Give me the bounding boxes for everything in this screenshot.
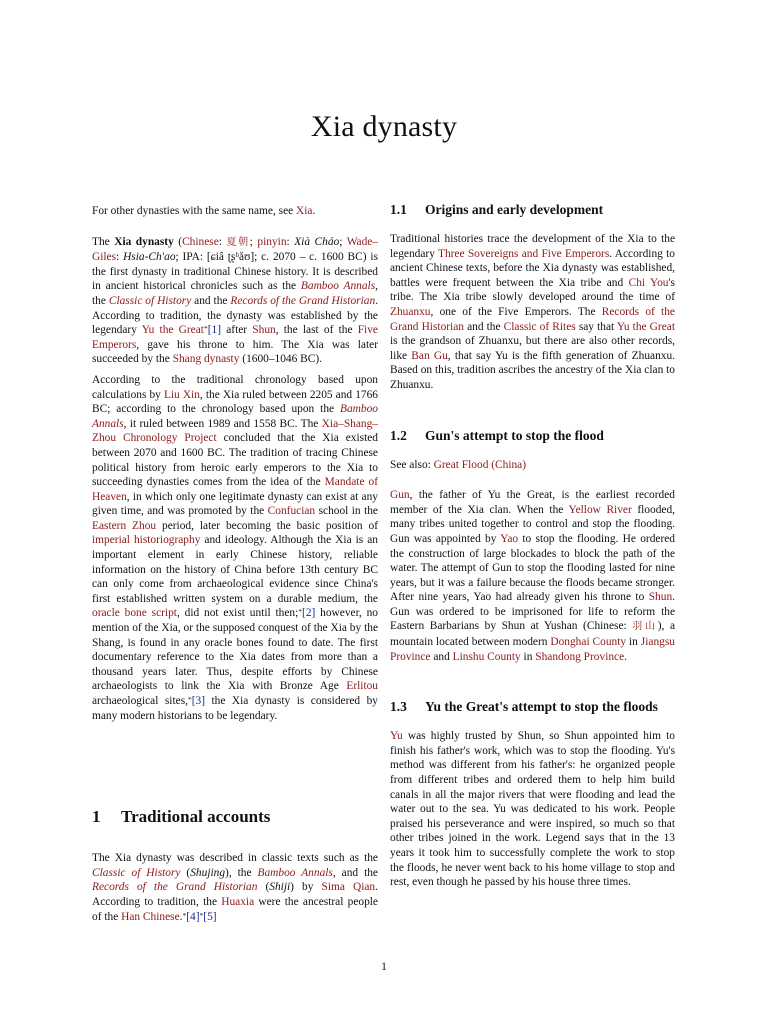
link-han-chinese[interactable]: Han Chinese xyxy=(121,910,180,923)
link-yellow-river[interactable]: Yellow River xyxy=(568,503,632,516)
link-chi-you[interactable]: Chi You xyxy=(628,276,669,289)
link-yushan-hanzi[interactable]: 羽山 xyxy=(632,621,658,633)
disambiguation-note: For other dynasties with the same name, see Xia. xyxy=(92,205,316,217)
citation-1[interactable]: [1] xyxy=(207,324,222,337)
link-erlitou[interactable]: Erlitou xyxy=(346,680,378,693)
link-pinyin[interactable]: pinyin xyxy=(257,235,287,248)
section-heading-gun: 1.2 Gun's attempt to stop the flood xyxy=(390,427,604,443)
link-sima-qian[interactable]: Sima Qian xyxy=(321,881,376,894)
citation-3[interactable]: [3] xyxy=(191,695,206,707)
link-bamboo-annals-2[interactable]: Bamboo Annals xyxy=(92,403,378,430)
link-shun[interactable]: Shun xyxy=(252,324,276,337)
link-yu-the-great-2[interactable]: Yu the Great xyxy=(616,320,675,333)
link-huaxia[interactable]: Huaxia xyxy=(221,895,255,908)
link-bamboo-annals-3[interactable]: Bamboo Annals xyxy=(257,866,333,879)
link-confucian[interactable]: Confucian xyxy=(267,505,316,518)
citation-4[interactable]: [4] xyxy=(186,910,200,923)
origins-paragraph: Traditional histories trace the development of the Xia to the legendary Three Sovereigns and Five Emperors. According to ancient Chinese texts, before the Xia dynasty was established, battles were frequent between the Xia tribe and Chi You's tribe. The Xia tribe slowly developed around the time of Zhuanxu, one of the Five Emperors. The Records of the Grand Historian and the Classic of Rites say that Yu the Great is the grandson of Zhuanxu, but there are also other records, like Ban Gu, that say Yu is the fifth generation of Zhuanxu. Based on this, tradition ascribes the ancestry of the Xia clan to Zhuanxu. xyxy=(390,233,675,391)
link-hanzi[interactable]: 夏朝 xyxy=(226,236,250,248)
link-mandate-of-heaven[interactable]: Mandate of Heaven xyxy=(92,476,379,503)
link-shang-dynasty[interactable]: Shang dynasty xyxy=(172,353,240,366)
right-column xyxy=(390,204,675,890)
gun-paragraph: Gun, the father of Yu the Great, is the earliest recorded member of the Xia clan. When the Yellow River flooded, many tribes united together to control and stop the flooding. Gun was appointed by Yao to stop the flooding. He ordered the construction of large blockades to block the path of the water. The attempt of Gun to stop the flooding lasted for nine years, but it was a failure because the floods became stronger. After nine years, Yao had already given his throne to Shun. Gun was ordered to be imprisoned for life to reform the Eastern Barbarians by Shun at Yushan (Chinese: 羽山), a mountain located between modern Donghai County in Jiangsu Province and Linshu County in Shandong Province. xyxy=(390,489,676,663)
link-classic-of-rites[interactable]: Classic of Rites xyxy=(503,320,576,333)
link-linshu-county[interactable]: Linshu County xyxy=(452,650,521,663)
section-heading-yu: 1.3 Yu the Great's attempt to stop the floods xyxy=(390,699,658,715)
chronology-paragraph: According to the traditional chronology based upon calculations by Liu Xin, the Xia ruled between 2205 and 1766 BC; according to the chronology based upon the Bamboo Annals, it ruled between 1989 and 1558 BC. The Xia–Shang–Zhou Chronology Project concluded that the Xia existed between 2070 and 1600 BC. The tradition of tracing Chinese political history from heroic early emperors to the Xia to succeeding dynasties comes from the idea of the Mandate of Heaven, in which only one legitimate dynasty can exist at any given time, and was promoted by the Confucian school in the Eastern Zhou period, later becoming the basic position of imperial historiography and ideology. Although the Xia is an important element in early Chinese history, reliable information on the history of China before 13th century BC can only come from archaeological evidence since China's first established written system on a durable medium, the oracle bone script, did not exist until then;*[2] however, no mention of the Xia, or the supposed conquest of the Xia by the Shang, is found in any oracle bones found to date. The first documentary reference to the Xia dates from more than a thousand years later. Thus, despite efforts by Chinese archaeologists to link the Xia with Bronze Age Erlitou archaeological sites,*[3] the Xia dynasty is considered by many modern historians to be legendary. xyxy=(92,373,379,722)
section-heading-traditional-accounts: 1 Traditional accounts xyxy=(92,807,271,827)
link-three-sovereigns[interactable]: Three Sovereigns and Five Emperors xyxy=(437,247,610,260)
link-yu[interactable]: Yu xyxy=(390,730,403,743)
yu-paragraph: Yu was highly trusted by Shun, so Shun appointed him to finish his father's work, which was to stop the flooding. Yu's method was different from his father's: he organized people from different tribes and ordered them to help him build canals in all the major rivers that were flooding and lead the water out to the sea. Yu was dedicated to his work. People praised his perseverance and were inspired, so much so that other tribes joined in the work. Legend says that in the 13 years it took him to successfully complete the work to stop the floods, he never went back to his home village to stop and rest, even though he passed by his house three times. xyxy=(390,730,675,889)
link-xia[interactable]: Xia xyxy=(296,205,313,217)
see-also-note: See also: Great Flood (China) xyxy=(390,458,527,471)
intro-paragraph: The Xia dynasty (Chinese: 夏朝; pinyin: Xià Cháo; Wade–Giles: Hsia-Ch'ao; IPA: [ɕiâ ʈʂʰǎʊ]; c. 2070 – c. 1600 BC) is the first dynasty in traditional Chinese history. It is described in ancient historical chronicles such as the Bamboo Annals, the Classic of History and the Records of the Grand Historian. According to tradition, the dynasty was established by the legendary Yu the Great*[1] after Shun, the last of the Five Emperors, gave his throne to him. The Xia was later succeeded by the Shang dynasty (1600–1046 BC). xyxy=(92,235,379,366)
citation-5[interactable]: [5] xyxy=(203,910,217,923)
link-yu-the-great[interactable]: Yu the Great xyxy=(141,324,204,337)
link-records-grand-historian-3[interactable]: Records of the Grand Historian xyxy=(390,305,675,333)
page-title: Xia dynasty xyxy=(310,110,458,143)
citation-2[interactable]: [2] xyxy=(302,607,316,620)
left-column xyxy=(92,204,378,924)
link-classic-of-history[interactable]: Classic of History xyxy=(108,294,192,307)
link-ban-gu[interactable]: Ban Gu xyxy=(411,349,448,362)
section-heading-origins: 1.1 Origins and early development xyxy=(390,202,604,217)
link-wade-giles[interactable]: Wade–Giles xyxy=(92,235,379,264)
link-chronology-project[interactable]: Xia–Shang–Zhou Chronology Project xyxy=(92,417,378,445)
link-yao[interactable]: Yao xyxy=(500,532,519,545)
link-jiangsu-province[interactable]: Jiangsu Province xyxy=(390,636,675,663)
page-number: 1 xyxy=(381,961,387,973)
link-donghai-county[interactable]: Donghai County xyxy=(550,636,627,649)
link-shun-2[interactable]: Shun xyxy=(648,591,673,604)
link-eastern-zhou[interactable]: Eastern Zhou xyxy=(92,519,157,532)
link-records-grand-historian[interactable]: Records of the Grand Historian xyxy=(230,294,376,307)
link-oracle-bone-script[interactable]: oracle bone script xyxy=(92,607,177,620)
link-records-grand-historian-2[interactable]: Records of the Grand Historian xyxy=(92,881,258,894)
link-classic-of-history-2[interactable]: Classic of History xyxy=(92,866,181,879)
link-liu-xin[interactable]: Liu Xin xyxy=(163,388,200,401)
link-imperial-historiography[interactable]: imperial historiography xyxy=(92,534,201,547)
link-gun[interactable]: Gun xyxy=(390,489,410,502)
link-shandong-province[interactable]: Shandong Province xyxy=(535,650,625,663)
traditional-accounts-paragraph: The Xia dynasty was described in classic texts such as the Classic of History (Shujing), the Bamboo Annals, and the Records of the Grand Historian (Shiji) by Sima Qian. According to tradition, the Huaxia were the ancestral people of the Han Chinese.*[4]*[5] xyxy=(92,852,378,923)
link-bamboo-annals[interactable]: Bamboo Annals xyxy=(300,280,376,293)
link-chinese[interactable]: Chinese xyxy=(182,235,219,248)
link-five-emperors[interactable]: Five Emperors xyxy=(92,324,378,351)
link-great-flood[interactable]: Great Flood (China) xyxy=(433,458,527,471)
link-zhuanxu[interactable]: Zhuanxu xyxy=(390,305,431,318)
